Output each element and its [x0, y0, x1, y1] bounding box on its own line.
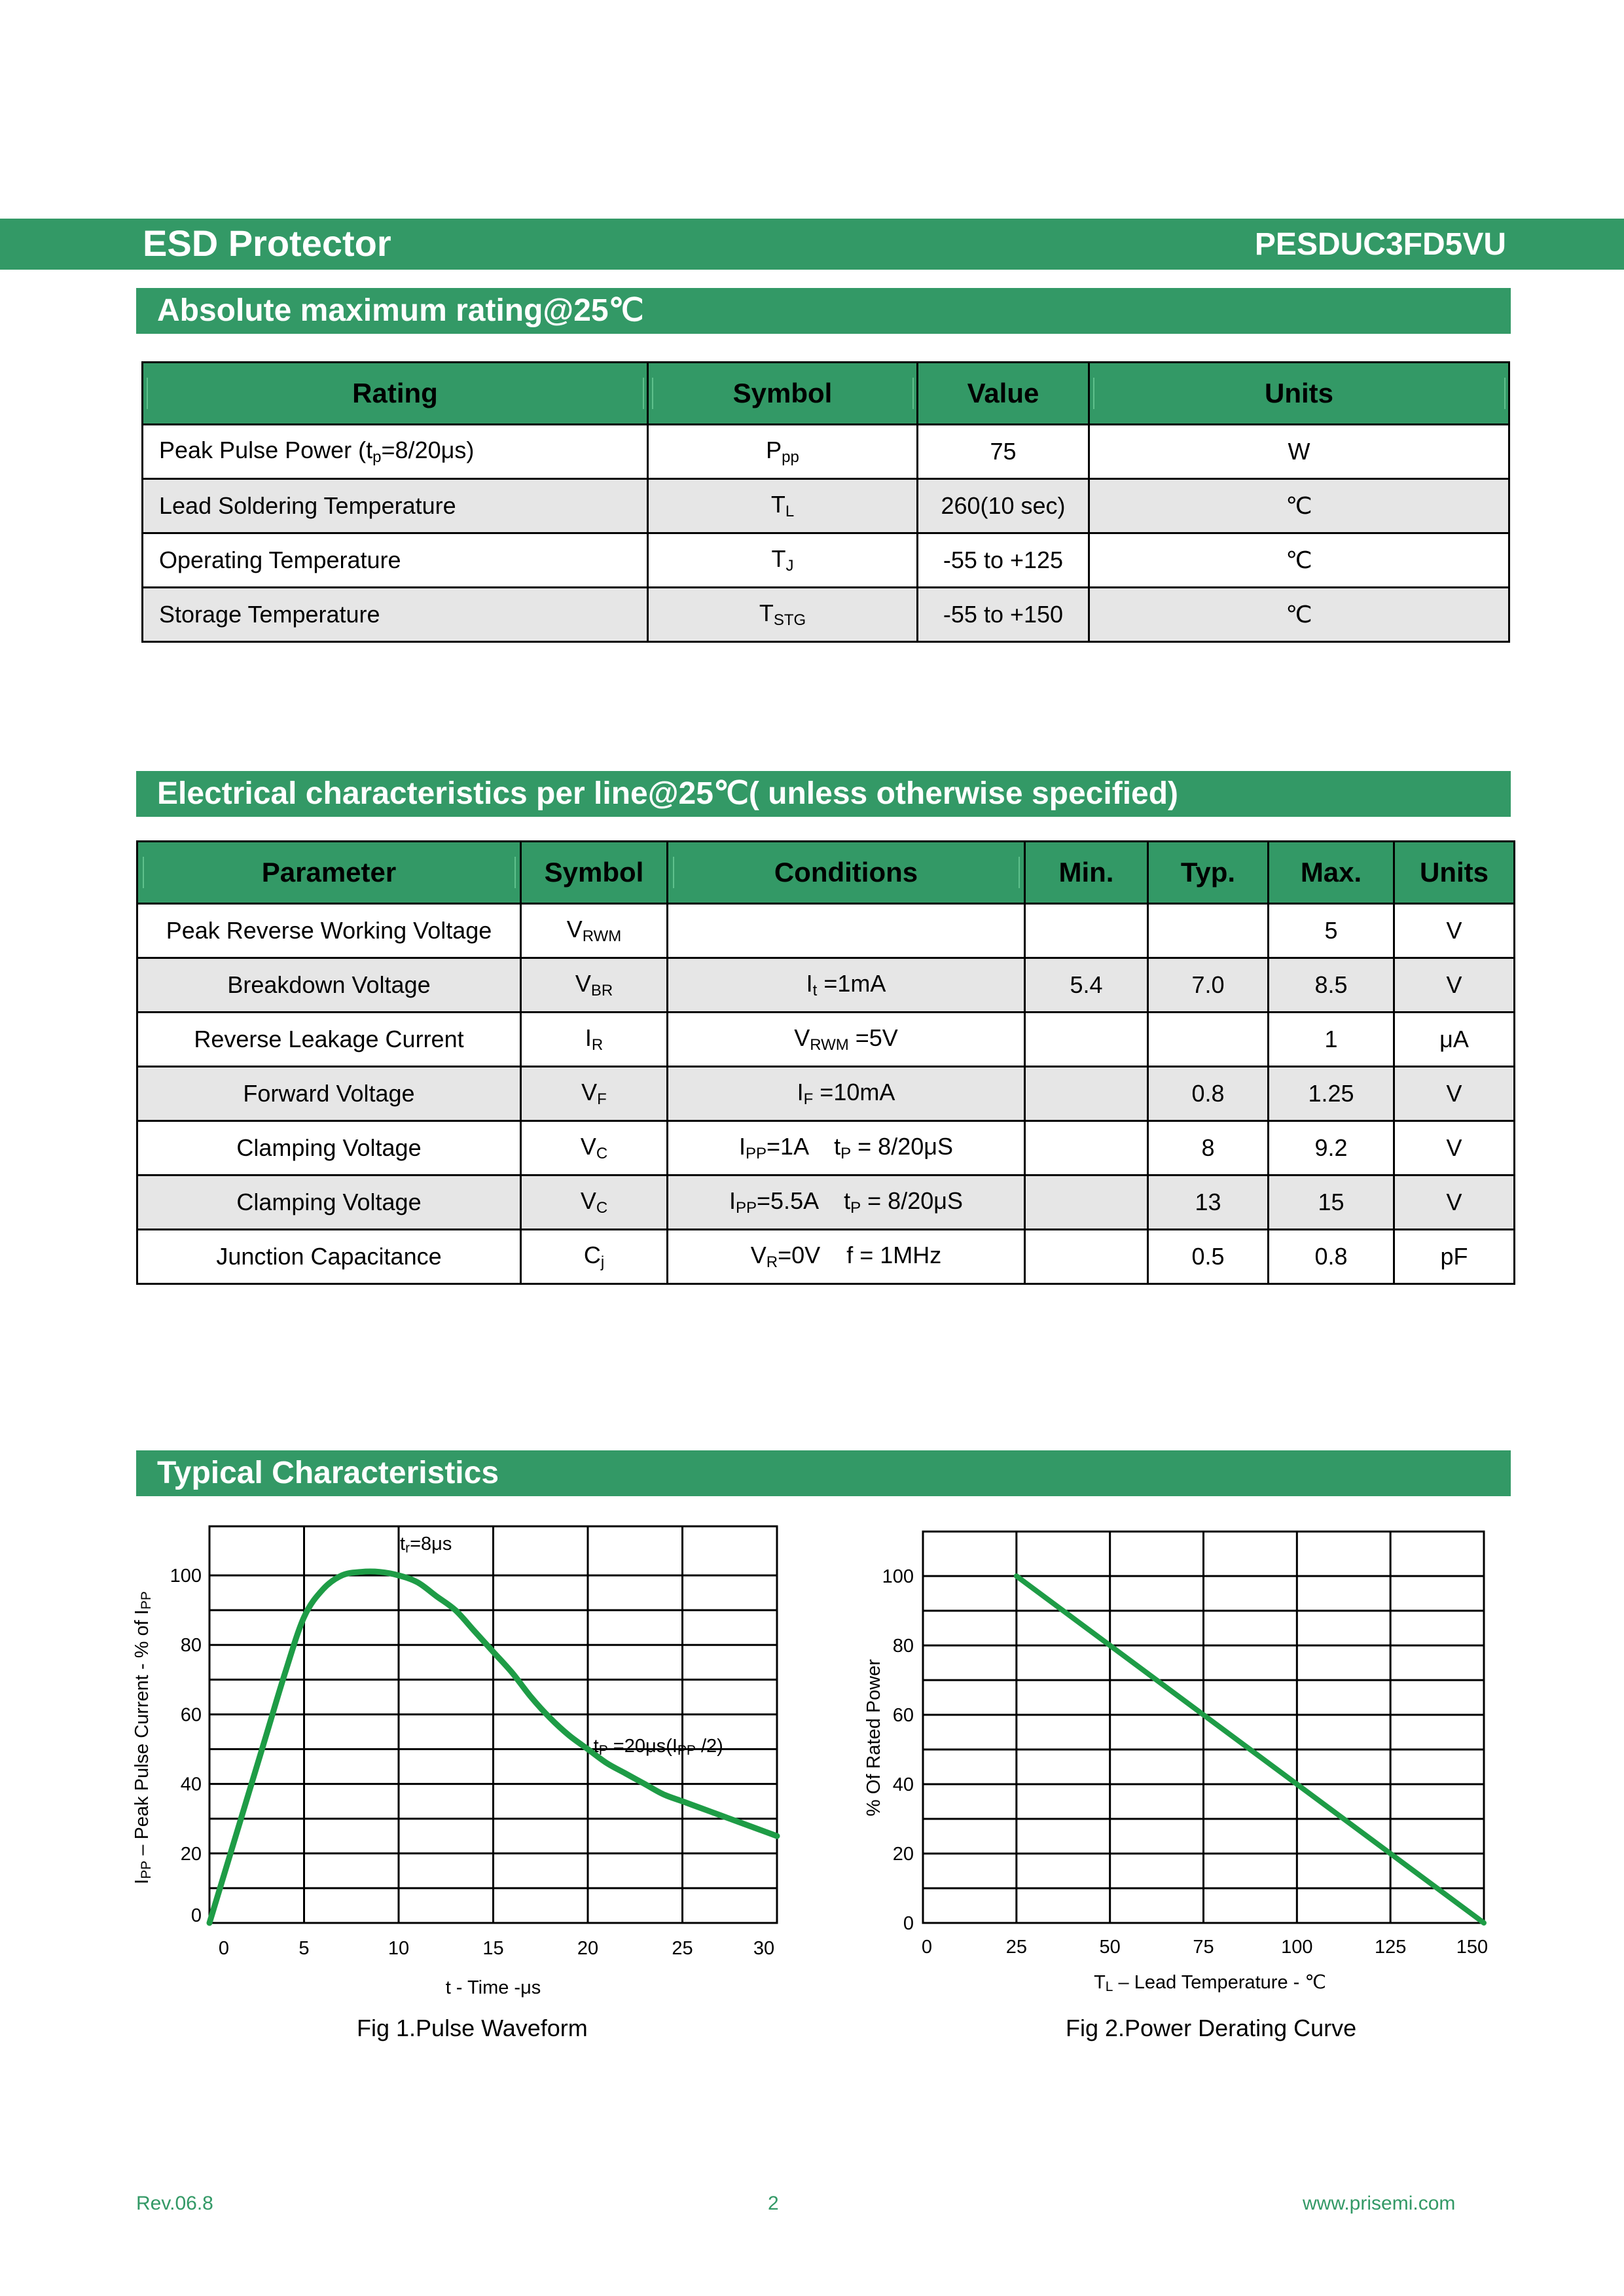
units-cell: μA — [1394, 1013, 1515, 1067]
y-tick-label: 60 — [892, 1705, 914, 1726]
symbol-cell: $V_C$ — [521, 1121, 668, 1175]
rise-time-annotation: tr=8μs — [400, 1534, 452, 1556]
col-header: Symbol — [521, 842, 668, 904]
symbol-cell: $T_J$ — [648, 533, 918, 588]
y-tick-label: 80 — [180, 1635, 202, 1657]
y-tick-label: 40 — [892, 1774, 914, 1795]
fig2-caption: Fig 2.Power Derating Curve — [1066, 2015, 1357, 2041]
units-cell: ℃ — [1089, 479, 1509, 533]
table-row — [137, 1067, 1515, 1121]
symbol-cell: $P_{pp}$ — [648, 425, 918, 479]
col-header: Min. — [1025, 842, 1148, 904]
y-tick-label: 60 — [180, 1704, 202, 1726]
header-bar — [0, 219, 1624, 270]
conditions-cell: $I_{PP}=5.5A$ $t_P = 8/20\mu S$ — [668, 1175, 1025, 1230]
x-tick-label: 20 — [577, 1938, 599, 1959]
symbol-cell: $C_j$ — [521, 1230, 668, 1284]
fig1-caption: Fig 1.Pulse Waveform — [357, 2015, 588, 2041]
rating-cell: Operating Temperature — [143, 533, 648, 588]
table-header-row — [143, 363, 1509, 425]
conditions-cell: $I_F =10mA$ — [668, 1067, 1025, 1121]
table-row — [137, 1013, 1515, 1067]
symbol-cell: $V_C$ — [521, 1175, 668, 1230]
min-cell — [1025, 1175, 1148, 1230]
min-cell — [1025, 1230, 1148, 1284]
section-title-typical: Typical Characteristics — [136, 1450, 1511, 1496]
conditions-cell: $I_{PP}=1A$ $t_P = 8/20\mu S$ — [668, 1121, 1025, 1175]
section-title-electrical: Electrical characteristics per line@25℃( unless otherwise specified) — [136, 771, 1511, 817]
part-number: PESDUC3FD5VU — [1254, 227, 1506, 262]
max-cell: 5 — [1269, 904, 1394, 958]
x-tick-label: 25 — [672, 1938, 693, 1959]
col-header-label: Parameter — [143, 857, 516, 888]
typ-cell: 13 — [1148, 1175, 1269, 1230]
table-row — [137, 1175, 1515, 1230]
typ-cell: 0.5 — [1148, 1230, 1269, 1284]
x-tick-label: 50 — [1099, 1937, 1121, 1958]
y-axis-label: % Of Rated Power — [863, 1659, 884, 1817]
value-cell: -55 to +125 — [918, 533, 1089, 588]
max-cell: 0.8 — [1269, 1230, 1394, 1284]
max-cell: 15 — [1269, 1175, 1394, 1230]
units-cell: V — [1394, 1067, 1515, 1121]
x-tick-label: 0 — [921, 1937, 933, 1958]
footer-revision: Rev.06.8 — [136, 2193, 213, 2214]
table-row — [143, 479, 1509, 533]
units-cell: V — [1394, 904, 1515, 958]
x-tick-label: 10 — [388, 1938, 410, 1959]
y-tick-label: 40 — [180, 1774, 202, 1795]
col-header-label: Conditions — [673, 857, 1020, 888]
x-tick-label: 150 — [1456, 1937, 1489, 1958]
col-header — [143, 363, 648, 425]
rating-cell: Lead Soldering Temperature — [143, 479, 648, 533]
value-cell: -55 to +150 — [918, 588, 1089, 642]
min-cell: 5.4 — [1025, 958, 1148, 1013]
symbol-cell: $T_{STG}$ — [648, 588, 918, 642]
units-cell: W — [1089, 425, 1509, 479]
x-axis-label: t - Time -μs — [445, 1977, 541, 1998]
x-tick-label: 5 — [298, 1938, 310, 1959]
symbol-cell: $I_R$ — [521, 1013, 668, 1067]
x-tick-label: 100 — [1281, 1937, 1313, 1958]
value-cell: 75 — [918, 425, 1089, 479]
x-tick-label: 30 — [753, 1938, 775, 1959]
power-derating-chart — [838, 1512, 1499, 2009]
table-row — [137, 1121, 1515, 1175]
typ-cell: 8 — [1148, 1121, 1269, 1175]
min-cell — [1025, 904, 1148, 958]
y-tick-label: 100 — [170, 1566, 202, 1587]
col-header-label: Value — [967, 378, 1039, 408]
table-row — [143, 588, 1509, 642]
conditions-cell: $V_R=0V$ f = 1MHz — [668, 1230, 1025, 1284]
pulse-waveform-chart — [118, 1512, 812, 2009]
max-cell: 8.5 — [1269, 958, 1394, 1013]
units-cell: V — [1394, 1175, 1515, 1230]
col-header: Max. — [1269, 842, 1394, 904]
max-cell: 1.25 — [1269, 1067, 1394, 1121]
x-tick-label: 15 — [482, 1938, 504, 1959]
footer-website-link[interactable]: www.prisemi.com — [1303, 2193, 1456, 2214]
table-row — [137, 1230, 1515, 1284]
pulse-width-annotation: tP =20μs(IPP /2) — [593, 1736, 723, 1759]
table-row — [143, 533, 1509, 588]
parameter-cell: Clamping Voltage — [137, 1121, 521, 1175]
y-tick-label: 20 — [892, 1844, 914, 1865]
parameter-cell: Clamping Voltage — [137, 1175, 521, 1230]
col-header-label: Rating — [147, 378, 644, 409]
table-row — [137, 904, 1515, 958]
parameter-cell: Reverse Leakage Current — [137, 1013, 521, 1067]
x-axis-label: TL – Lead Temperature - ℃ — [1094, 1972, 1326, 1994]
max-cell: 1 — [1269, 1013, 1394, 1067]
symbol-cell: $V_{BR}$ — [521, 958, 668, 1013]
electrical-table — [136, 840, 1515, 1285]
min-cell — [1025, 1013, 1148, 1067]
value-cell: 260(10 sec) — [918, 479, 1089, 533]
col-header: Units — [1394, 842, 1515, 904]
absolute-max-table — [141, 361, 1510, 643]
parameter-cell: Forward Voltage — [137, 1067, 521, 1121]
y-tick-label: 0 — [903, 1913, 914, 1934]
units-cell: V — [1394, 958, 1515, 1013]
doc-title: ESD Protector — [143, 223, 391, 264]
y-tick-label: 20 — [180, 1843, 202, 1865]
symbol-cell: $V_F$ — [521, 1067, 668, 1121]
table-row — [137, 958, 1515, 1013]
typ-cell — [1148, 904, 1269, 958]
conditions-cell — [668, 904, 1025, 958]
rating-cell: Peak Pulse Power $(t_p=8/20\mu s)$ — [143, 425, 648, 479]
table-header-row — [137, 842, 1515, 904]
col-header — [1089, 363, 1509, 425]
conditions-cell: $V_{RWM} =5V$ — [668, 1013, 1025, 1067]
parameter-cell: Junction Capacitance — [137, 1230, 521, 1284]
typ-cell: 0.8 — [1148, 1067, 1269, 1121]
x-tick-label: 25 — [1005, 1937, 1027, 1958]
y-axis-label: IPP – Peak Pulse Current - % of IPP — [132, 1591, 154, 1884]
col-header — [648, 363, 918, 425]
units-cell: pF — [1394, 1230, 1515, 1284]
min-cell — [1025, 1121, 1148, 1175]
units-cell: ℃ — [1089, 588, 1509, 642]
min-cell — [1025, 1067, 1148, 1121]
x-tick-label: 0 — [218, 1938, 230, 1959]
rating-cell: Storage Temperature — [143, 588, 648, 642]
x-tick-label: 75 — [1193, 1937, 1214, 1958]
x-tick-label: 125 — [1374, 1937, 1407, 1958]
y-tick-label: 0 — [190, 1905, 202, 1926]
units-cell: V — [1394, 1121, 1515, 1175]
y-tick-label: 80 — [892, 1636, 914, 1657]
table-row — [143, 425, 1509, 479]
typ-cell — [1148, 1013, 1269, 1067]
footer-page-number: 2 — [768, 2193, 779, 2214]
col-header — [918, 363, 1089, 425]
max-cell: 9.2 — [1269, 1121, 1394, 1175]
col-header-label: Units — [1093, 378, 1506, 409]
col-header-label: Symbol — [652, 378, 914, 409]
units-cell: ℃ — [1089, 533, 1509, 588]
col-header: Typ. — [1148, 842, 1269, 904]
y-tick-label: 100 — [882, 1566, 914, 1587]
conditions-cell: $I_t =1mA$ — [668, 958, 1025, 1013]
parameter-cell: Peak Reverse Working Voltage — [137, 904, 521, 958]
symbol-cell: $T_L$ — [648, 479, 918, 533]
symbol-cell: $V_{RWM}$ — [521, 904, 668, 958]
col-header — [668, 842, 1025, 904]
col-header — [137, 842, 521, 904]
section-title-absolute-max: Absolute maximum rating@25℃ — [136, 288, 1511, 334]
parameter-cell: Breakdown Voltage — [137, 958, 521, 1013]
typ-cell: 7.0 — [1148, 958, 1269, 1013]
